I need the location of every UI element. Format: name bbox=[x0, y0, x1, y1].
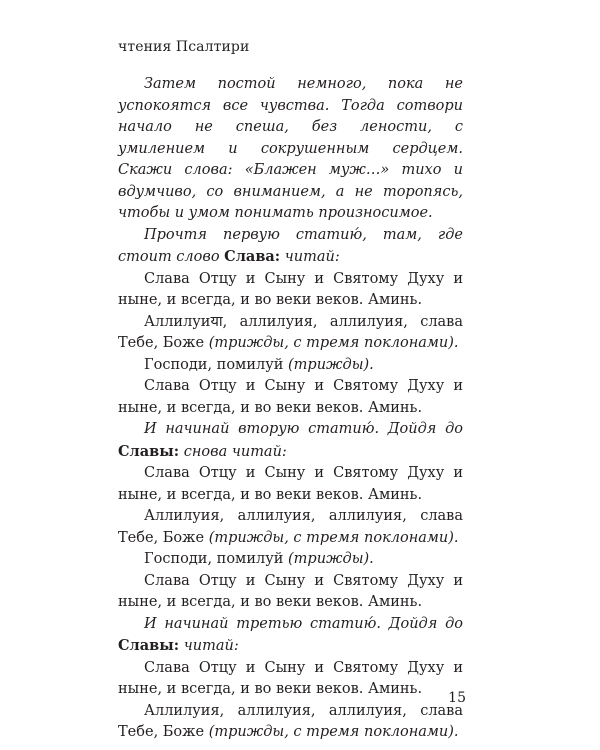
text-run-bold: Славы: bbox=[118, 637, 180, 654]
text-run: Слава Отцу и Сыну и Святому Духу и ныне, и всегда, и во веки веков. Аминь. bbox=[118, 659, 463, 697]
text-run-italic: И начинай третью статию́. Дойдя до bbox=[144, 615, 463, 632]
paragraph bbox=[118, 701, 463, 744]
text-run: Слава Отцу и Сыну и Святому Духу и ныне, и всегда, и во веки веков. Аминь. bbox=[118, 270, 463, 308]
page-number: 15 bbox=[448, 690, 466, 706]
paragraph bbox=[118, 549, 463, 571]
paragraph bbox=[118, 463, 463, 506]
text-run-italic: (трижды). bbox=[288, 551, 374, 567]
text-run-italic: (трижды, с тремя поклонами). bbox=[208, 335, 459, 351]
text-run: Господи, помилуй bbox=[144, 356, 289, 373]
running-header: чтения Псалтири bbox=[118, 39, 250, 55]
text-run: Господи, помилуй bbox=[144, 551, 289, 567]
text-run: Слава Отцу и Сыну и Святому Духу и ныне, и всегда, и во веки веков. Аминь. bbox=[118, 378, 463, 416]
text-run-italic: Прочтя первую статию́, там, где стоит слово bbox=[118, 226, 463, 265]
text-run-italic: читай: bbox=[179, 638, 239, 654]
text-run-italic: Затем постой немного, пока не успокоятся все чувства. Тогда сотвори начало не спеша, без лености, с умилением и сокрушенным сердцем. Скажи слова: «Блажен муж…» тихо и вдумчиво, со вниманием, а не торопясь, чтобы и умом понимать произносимое. bbox=[118, 76, 463, 221]
body-text bbox=[118, 74, 463, 744]
text-run: Слава Отцу и Сыну и Святому Духу и ныне, и всегда, и во веки веков. Аминь. bbox=[118, 465, 463, 503]
text-run: Аллилуиया, аллилуия, аллилуия, слава Тебе, Боже bbox=[118, 313, 463, 351]
paragraph bbox=[118, 571, 463, 614]
paragraph bbox=[118, 312, 463, 355]
paragraph bbox=[118, 419, 463, 463]
paragraph bbox=[118, 658, 463, 701]
text-run-italic: (трижды, с тремя поклонами). bbox=[208, 529, 459, 546]
text-run-italic: читай: bbox=[280, 249, 340, 265]
text-run-italic: снова читай: bbox=[179, 443, 287, 460]
paragraph bbox=[118, 74, 463, 225]
paragraph bbox=[118, 355, 463, 377]
paragraph bbox=[118, 506, 463, 549]
paragraph bbox=[118, 376, 463, 419]
paragraph bbox=[118, 614, 463, 658]
text-run: Аллилуия, аллилуия, аллилуия, слава Тебе, Боже bbox=[118, 508, 463, 546]
text-run: Аллилуия, аллилуия, аллилуия, слава Тебе, Боже bbox=[118, 702, 463, 740]
text-run-italic: И начинай вторую статию́. Дойдя до bbox=[144, 421, 463, 437]
text-run-bold: Славы: bbox=[118, 442, 180, 460]
text-run-italic: (трижды). bbox=[288, 356, 374, 373]
paragraph bbox=[118, 269, 463, 312]
text-run: Слава Отцу и Сыну и Святому Духу и ныне, и всегда, и во веки веков. Аминь. bbox=[118, 572, 463, 610]
paragraph bbox=[118, 225, 463, 269]
text-run-italic: (трижды, с тремя поклонами). bbox=[208, 724, 459, 740]
text-run-bold: Слава: bbox=[224, 248, 281, 265]
